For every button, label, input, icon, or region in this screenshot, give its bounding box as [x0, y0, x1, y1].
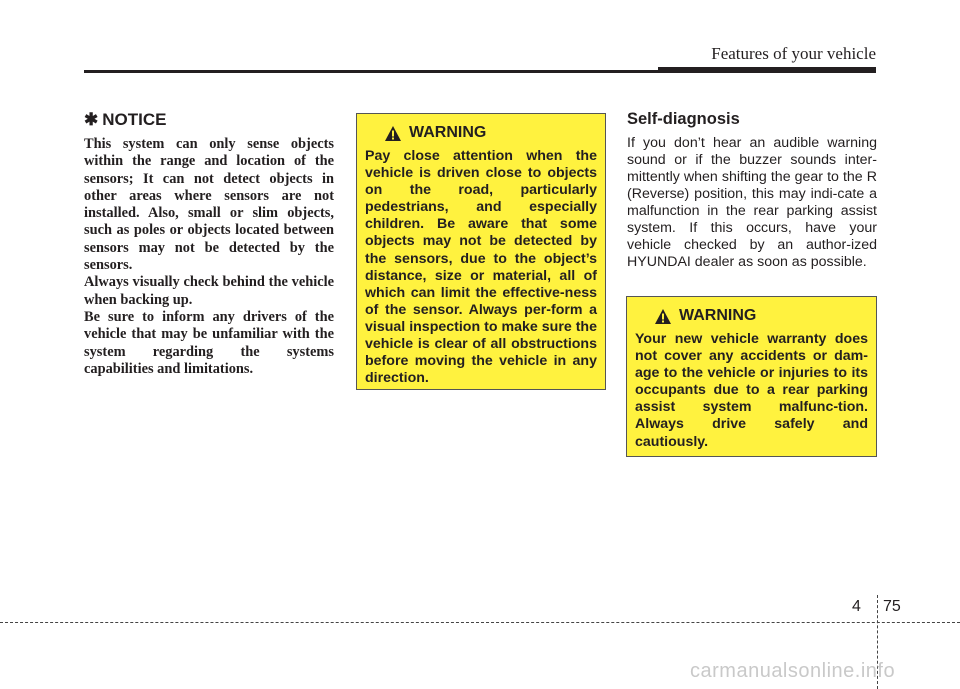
warning-box-2 — [626, 296, 877, 457]
footer-rule — [0, 622, 960, 623]
self-diagnosis-text: If you don’t hear an audible warning sound or if the buzzer sounds inter-mittently when shifting the gear to the R (Reverse) position, this may indi-cate a malfunction in the rear parking assist system. If this occurs, have your vehicle checked by an author-ized HYUNDAI dealer as soon as possible. — [627, 135, 877, 270]
header-rule-accent — [658, 67, 876, 73]
notice-heading — [84, 110, 334, 130]
warning-text: Your new vehicle warranty does not cover any accidents or dam-age to the vehicle or injuries to its occupants due to a rear parking assist system malfunc-tion. Always drive safely and cautiously. — [635, 331, 868, 450]
notice-section — [84, 110, 334, 378]
warning-heading — [655, 307, 868, 325]
warning-triangle-icon — [655, 309, 671, 324]
notice-title: NOTICE — [102, 110, 167, 129]
warning-text: Pay close attention when the vehicle is driven close to objects on the road, particularly pedestrians, and especially children. Be aware that some objects may not be detected by the sensors, due to the object’s distance, size or material, all of which can limit the effective-ness of the sensor. Always per-form a visual inspection to make sure the vehicle is clear of all obstructions before moving the vehicle in any direction. — [365, 148, 597, 387]
warning-title: WARNING — [679, 307, 757, 324]
chapter-number: 4 — [852, 598, 861, 615]
page-number: 75 — [883, 598, 901, 615]
notice-star-icon: ✱ — [84, 110, 99, 129]
warning-title: WARNING — [409, 124, 487, 141]
warning-heading — [385, 124, 597, 142]
section-title: Self-diagnosis — [627, 110, 740, 128]
header-title: Features of your vehicle — [711, 44, 876, 63]
watermark: carmanualsonline.info — [690, 660, 896, 682]
self-diagnosis-section — [627, 110, 877, 271]
warning-triangle-icon — [385, 126, 401, 141]
notice-text: This system can only sense objects within the range and location of the sensors; It can not detect objects in other areas where sensors are not installed. Also, small or slim objects, such as poles or objects located between sensors may not be detected by the sensors. Always visually check behind the vehicle when backing up. Be sure to inform any drivers of the vehicle that may be unfamiliar with the system regarding the systems capabilities and limitations. — [84, 136, 334, 377]
warning-box-1 — [356, 113, 606, 390]
